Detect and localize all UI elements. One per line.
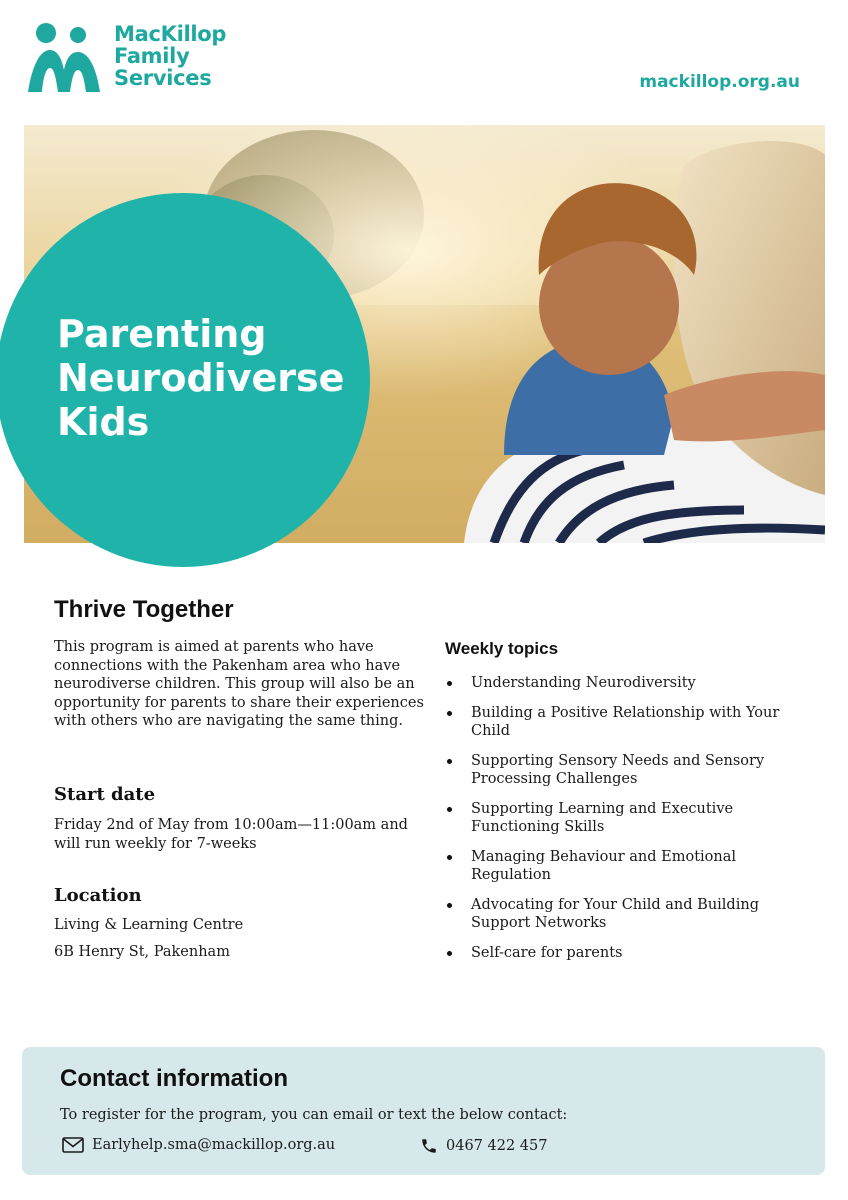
brand-name-line2: Family	[114, 44, 190, 68]
start-date-heading: Start date	[54, 784, 156, 805]
contact-email-text[interactable]: Earlyhelp.sma@mackillop.org.au	[92, 1137, 336, 1153]
intro-heading: Thrive Together	[54, 596, 234, 623]
intro-text: This program is aimed at parents who have connections with the Pakenham area who have neurodiverse children. This group will also be an opportunity for parents to share their experiences with others who are navigating the same thing.	[54, 639, 424, 729]
family-logo-icon	[26, 20, 102, 92]
topic-item: Understanding Neurodiversity	[445, 674, 805, 693]
brand-logo	[26, 20, 226, 92]
phone-icon	[420, 1137, 438, 1155]
contact-box	[22, 1047, 825, 1175]
location-heading: Location	[54, 885, 142, 906]
contact-phone-text[interactable]: 0467 422 457	[446, 1138, 548, 1154]
topic-item: Managing Behaviour and Emotional Regulation	[445, 848, 805, 885]
contact-heading: Contact information	[60, 1065, 288, 1092]
topic-item: Building a Positive Relationship with Your Child	[445, 704, 805, 741]
envelope-icon	[62, 1137, 84, 1153]
topic-item: Self-care for parents	[445, 944, 805, 963]
topic-item: Advocating for Your Child and Building Support Networks	[445, 896, 805, 933]
topic-item: Supporting Learning and Executive Functioning Skills	[445, 800, 805, 837]
contact-email[interactable]	[62, 1137, 335, 1153]
topics-heading: Weekly topics	[445, 639, 559, 658]
contact-phone[interactable]	[420, 1137, 547, 1155]
brand-name-line1: MacKillop	[114, 22, 227, 46]
page-title: Parenting Neurodiverse Kids	[57, 312, 345, 444]
site-url-link[interactable]: mackillop.org.au	[639, 72, 800, 92]
topic-item: Supporting Sensory Needs and Sensory Processing Challenges	[445, 752, 805, 789]
brand-name	[114, 23, 226, 89]
location-line2: 6B Henry St, Pakenham	[54, 944, 230, 960]
start-date-text: Friday 2nd of May from 10:00am—11:00am and will run weekly for 7-weeks	[54, 817, 408, 852]
brand-name-line3: Services	[114, 66, 212, 90]
contact-intro: To register for the program, you can email or text the below contact:	[60, 1107, 568, 1123]
location-line1: Living & Learning Centre	[54, 917, 244, 933]
topics-list	[445, 674, 805, 973]
